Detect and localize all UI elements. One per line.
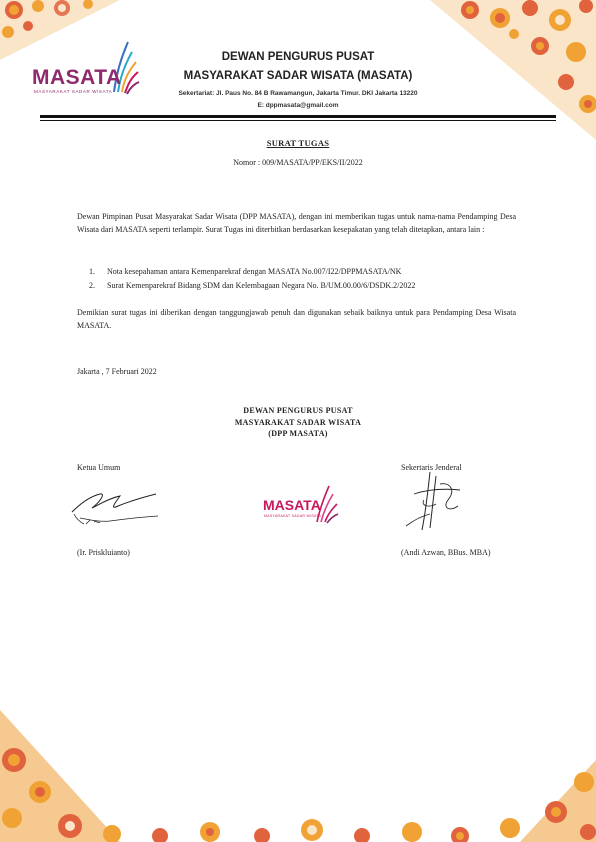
letterhead-divider-thin: [40, 120, 556, 121]
secretary-name: (Andi Azwan, BBus. MBA): [401, 548, 491, 557]
date-place: Jakarta , 7 Februari 2022: [77, 367, 157, 376]
list-item: [77, 279, 516, 293]
paragraph-closing: Demikian surat tugas ini diberikan dengan tanggungjawab penuh dan digunakan sebaik baiknya untuk para Pendamping Desa Wisata MASATA.: [77, 308, 516, 330]
stamp-wordmark: MASATA: [263, 497, 321, 513]
letterhead-divider: [40, 115, 556, 118]
role-chairman: Ketua Umum: [77, 463, 121, 472]
list-item-number: 2.: [89, 281, 95, 290]
decorative-border-bottom: [0, 700, 596, 842]
logo-tagline: MASYARAKAT SADAR WISATA: [34, 89, 113, 94]
role-secretary-general: Sekertaris Jenderal: [401, 463, 462, 472]
list-item-text: Surat Kemenparekraf Bidang SDM dan Kelembagaan Negara No. B/UM.00.00/6/DSDK.2/2022: [107, 281, 416, 290]
signature-heading: [0, 405, 596, 440]
signature-heading-line1: DEWAN PENGURUS PUSAT: [243, 406, 353, 415]
reference-list: [77, 265, 516, 293]
stamp-tagline: MASYARAKAT SADAR WISATA: [264, 514, 322, 518]
chairman-signature: [70, 484, 162, 530]
signature-heading-line2: MASYARAKAT SADAR WISATA: [234, 417, 362, 427]
list-item-number: 1.: [89, 267, 95, 276]
list-item-text: Nota kesepahaman antara Kemenparekraf dengan MASATA No.007/I22/DPPMASATA/NK: [107, 267, 402, 276]
org-name-line2: MASYARAKAT SADAR WISATA (MASATA): [183, 70, 413, 82]
chairman-name: (Ir. Priskluianto): [77, 548, 130, 557]
paragraph-intro: Dewan Pimpinan Pusat Masyarakat Sadar Wisata (DPP MASATA), dengan ini memberikan tugas untuk nama-nama Pendamping Desa Wisata dari MASATA seperti terlampir. Surat Tugas ini diterbitkan berdasarkan kesepakatan yang telah ditetapkan, antara lain :: [77, 212, 516, 234]
org-email: E: dppmasata@gmail.com: [257, 102, 339, 109]
masata-logo: [32, 38, 142, 98]
signature-heading-line3: (DPP MASATA): [268, 429, 328, 438]
secretary-signature: [400, 470, 470, 534]
list-item: [77, 265, 516, 279]
org-address: Sekertariat: Jl. Paus No. 84 B Rawamangun, Jakarta Timur. DKI Jakarta 13220: [178, 90, 418, 97]
logo-wordmark: MASATA: [32, 66, 122, 89]
document-title: SURAT TUGAS: [266, 138, 330, 148]
org-name-line1: DEWAN PENGURUS PUSAT: [221, 51, 375, 63]
document-number: Nomor : 009/MASATA/PP/EKS/II/2022: [233, 158, 363, 167]
masata-stamp-logo: [263, 484, 343, 524]
